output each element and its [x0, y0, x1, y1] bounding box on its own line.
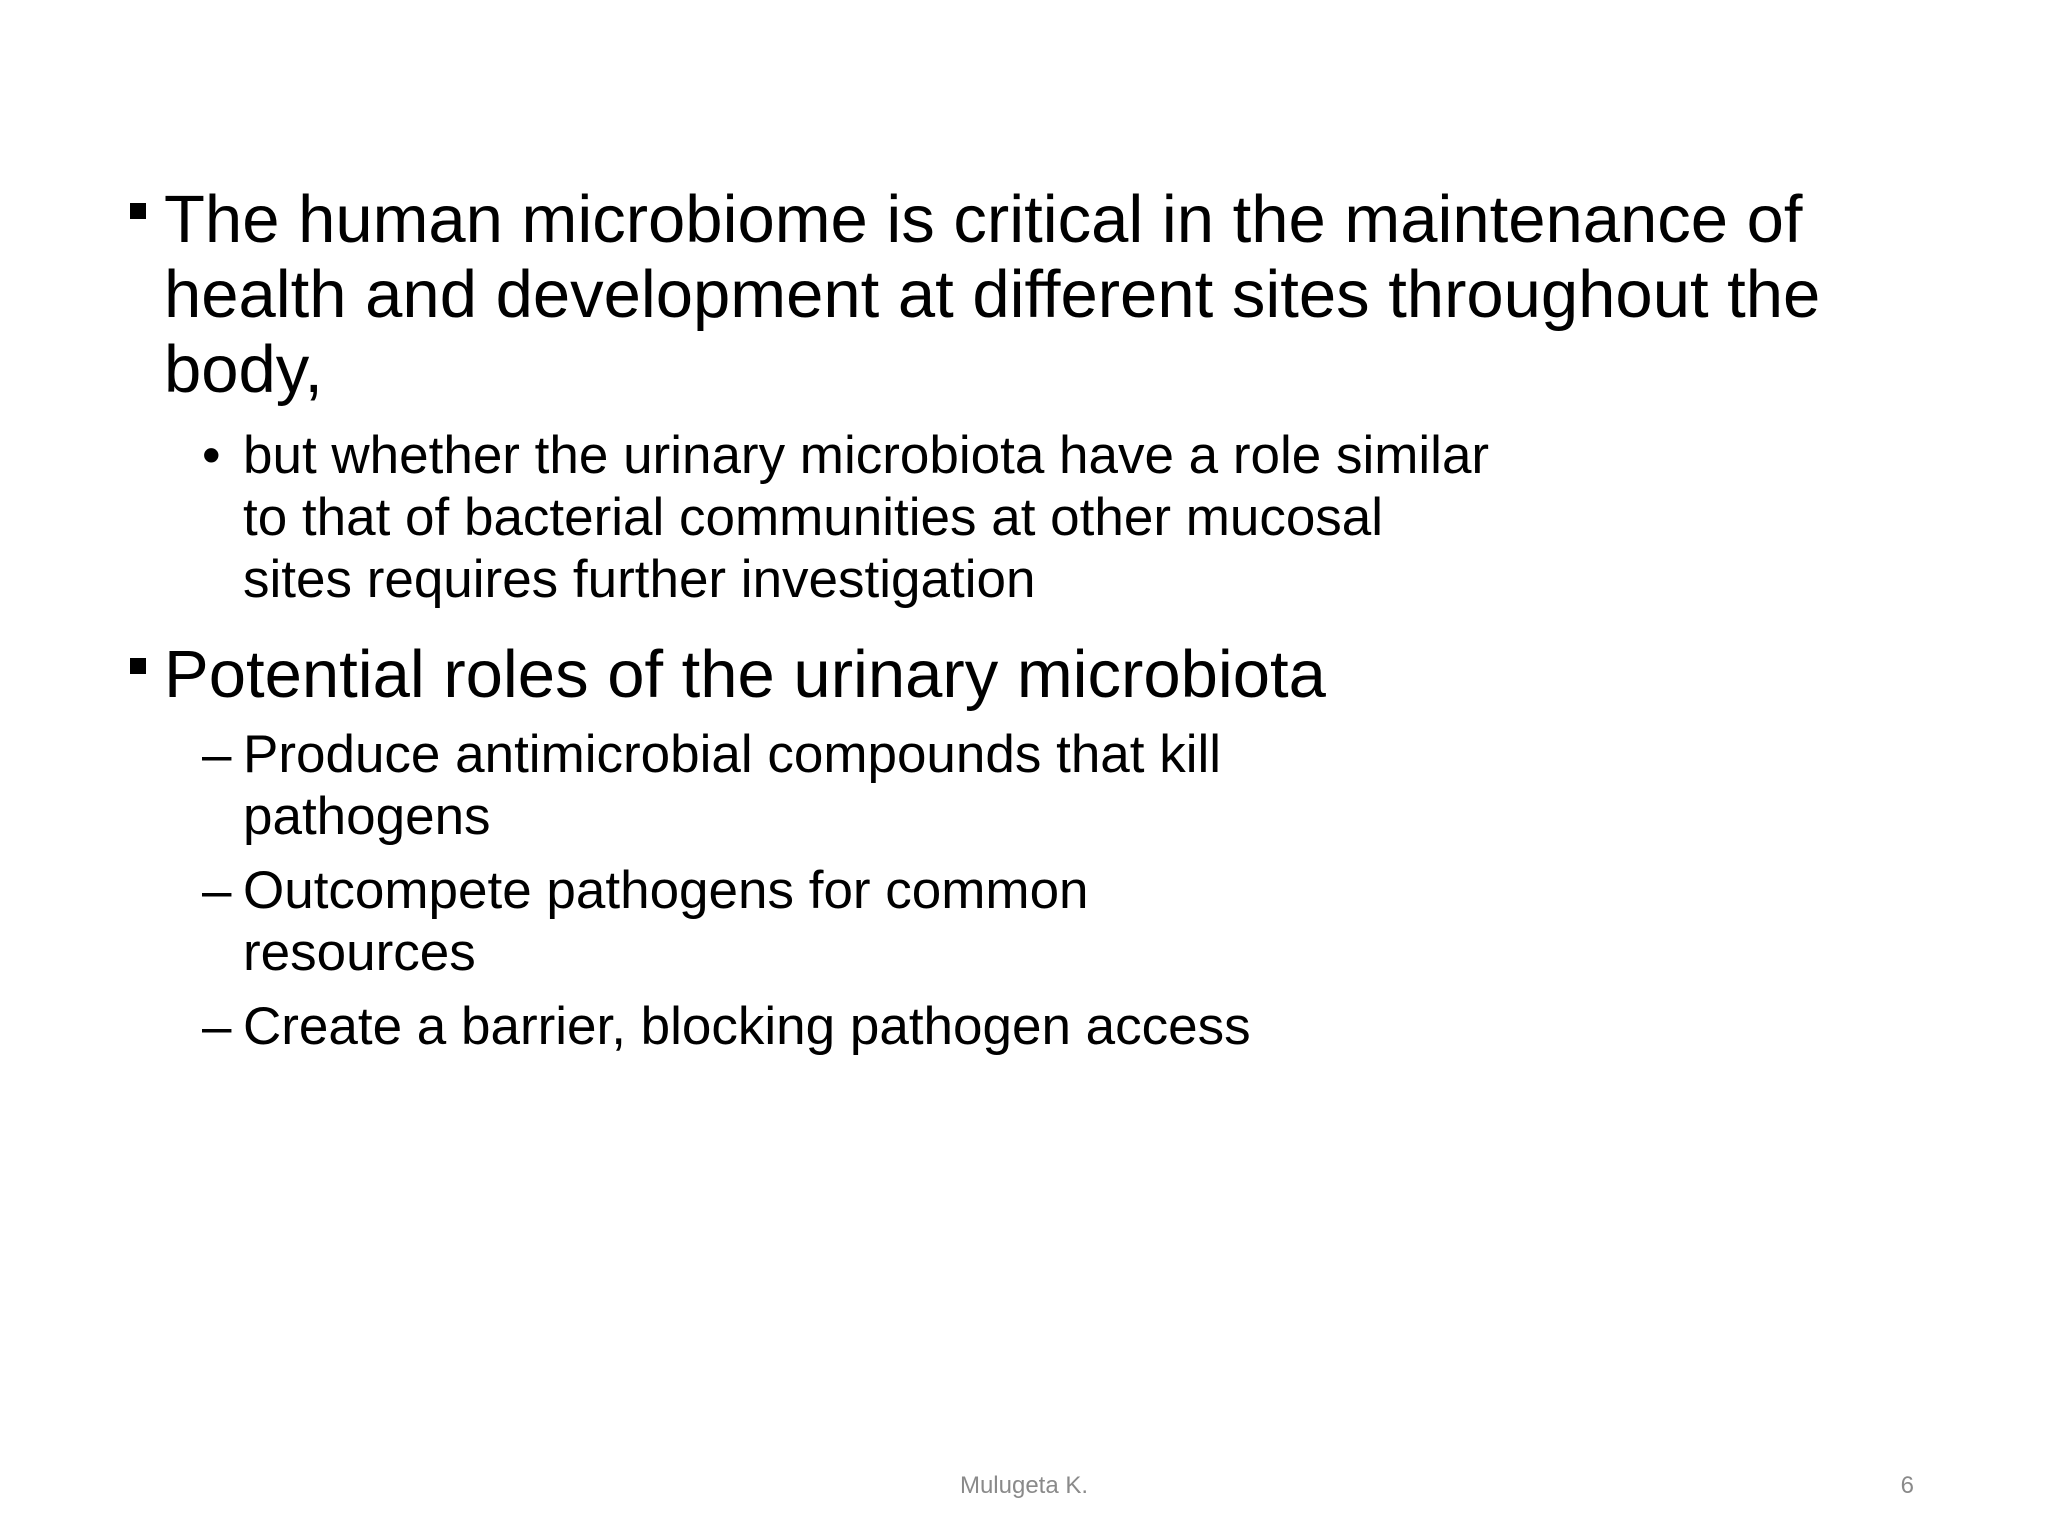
bullet-text: Potential roles of the urinary microbiota: [164, 637, 1326, 712]
bullet-text: The human microbiome is critical in the maintenance of health and development at different sites throughout the body,: [164, 182, 1821, 407]
square-bullet-icon: [130, 203, 146, 219]
round-bullet-icon: •: [202, 426, 221, 485]
sub-bullet-text: but whether the urinary microbiota have a role similar to that of bacterial communities at other mucosal sites requires further investigation: [243, 426, 1490, 609]
sub-bullet-text: Produce antimicrobial compounds that kill pathogens: [243, 725, 1222, 846]
sub-bullet-item: [202, 860, 1293, 984]
sub-bullet-item: [202, 724, 1293, 848]
dash-bullet-icon: –: [202, 725, 232, 784]
dash-bullet-icon: –: [202, 997, 232, 1056]
footer-page-number: 6: [1900, 1472, 1914, 1499]
footer-author: Mulugeta K.: [959, 1472, 1089, 1499]
sub-bullet-text: Create a barrier, blocking pathogen access: [243, 997, 1251, 1056]
dash-bullet-icon: –: [202, 861, 232, 920]
bullet-item: [128, 637, 1928, 712]
square-bullet-icon: [130, 658, 146, 674]
bullet-item: [128, 182, 1928, 407]
sub-bullet-item: [202, 425, 1928, 611]
sub-bullet-text: Outcompete pathogens for common resources: [243, 861, 1089, 982]
slide-content: [128, 182, 1928, 1058]
sub-bullet-item: [202, 996, 1293, 1058]
